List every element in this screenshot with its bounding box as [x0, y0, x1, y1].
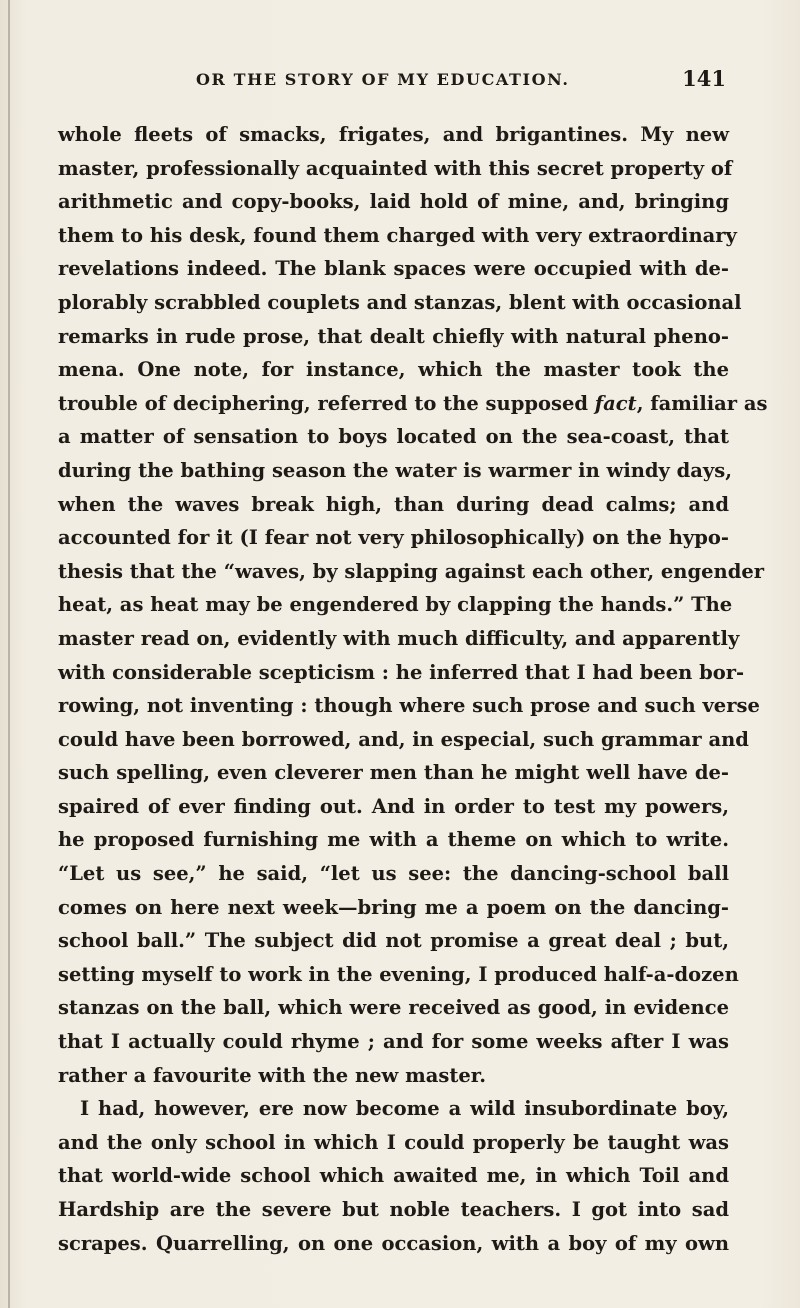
text-line: and the only school in which I could properly be taught was [58, 1130, 729, 1154]
text-line: he proposed furnishing me with a theme on which to write. [58, 828, 729, 852]
text-line: scrapes. Quarrelling, on one occasion, with a boy of my own [58, 1231, 729, 1255]
text-line: setting myself to work in the evening, I produced half-a-dozen [58, 962, 739, 986]
text-line: with considerable scepticism : he inferred that I had been bor- [58, 660, 745, 684]
text-line: Hardship are the severe but noble teachers. I got into sad [58, 1198, 729, 1221]
text-line: such spelling, even cleverer men than he might well have de- [58, 761, 729, 785]
text-line: thesis that the “waves, by slapping against each other, engender [58, 559, 765, 583]
text-line: rowing, not inventing : though where such prose and such verse [58, 694, 760, 718]
text-line: when the waves break high, than during dead calms; and [58, 492, 729, 516]
text-line: “Let us see,” he said, “let us see: the dancing-school ball [58, 862, 729, 886]
text-line: during the bathing season the water is warmer in windy days, [58, 458, 733, 482]
text-line: that world-wide school which awaited me, in which Toil and [58, 1164, 729, 1188]
text-line: a matter of sensation to boys located on the sea-coast, that [58, 425, 729, 449]
text-line: heat, as heat may be engendered by clapping the hands.” The [58, 593, 733, 617]
running-head [196, 66, 726, 96]
text-line: spaired of ever finding out. And in order to test my powers, [58, 794, 729, 818]
gutter-line [8, 0, 10, 1308]
text-line: master, professionally acquainted with this secret property of [58, 156, 733, 180]
italic-emphasis: fact [594, 391, 637, 415]
text-line: them to his desk, found them charged with very extraordinary [58, 223, 737, 247]
text-line: school ball.” The subject did not promise a great deal ; but, [58, 929, 729, 953]
text-line: plorably scrabbled couplets and stanzas, blent with occasional [58, 290, 742, 314]
text-line: accounted for it (I fear not very philosophically) on the hypo- [58, 526, 729, 550]
running-title: OR THE STORY OF MY EDUCATION. [196, 70, 570, 89]
paragraph-start-line: I had, however, ere now become a wild insubordinate boy, [80, 1097, 729, 1121]
text-line: stanzas on the ball, which were received as good, in evidence [58, 996, 729, 1020]
text-line: mena. One note, for instance, which the master took the [58, 358, 729, 382]
text-line: remarks in rude prose, that dealt chiefly with natural pheno- [58, 324, 729, 348]
text-line: whole fleets of smacks, frigates, and brigantines. My new [58, 123, 729, 146]
body-text [58, 118, 768, 1260]
page-number: 141 [682, 66, 726, 91]
text-line: revelations indeed. The blank spaces were occupied with de- [58, 257, 729, 281]
text-line: comes on here next week—bring me a poem on the dancing- [58, 895, 729, 919]
text-line: arithmetic and copy-books, laid hold of mine, and, bringing [58, 190, 729, 214]
text-line: that I actually could rhyme ; and for some weeks after I was [58, 1030, 729, 1054]
paragraph-end-line: rather a favourite with the new master. [58, 1063, 487, 1087]
text-line: master read on, evidently with much difficulty, and apparently [58, 626, 740, 650]
text-line: could have been borrowed, and, in especial, such grammar and [58, 727, 749, 751]
text-line: trouble of deciphering, referred to the supposed fact, familiar as [58, 391, 768, 415]
